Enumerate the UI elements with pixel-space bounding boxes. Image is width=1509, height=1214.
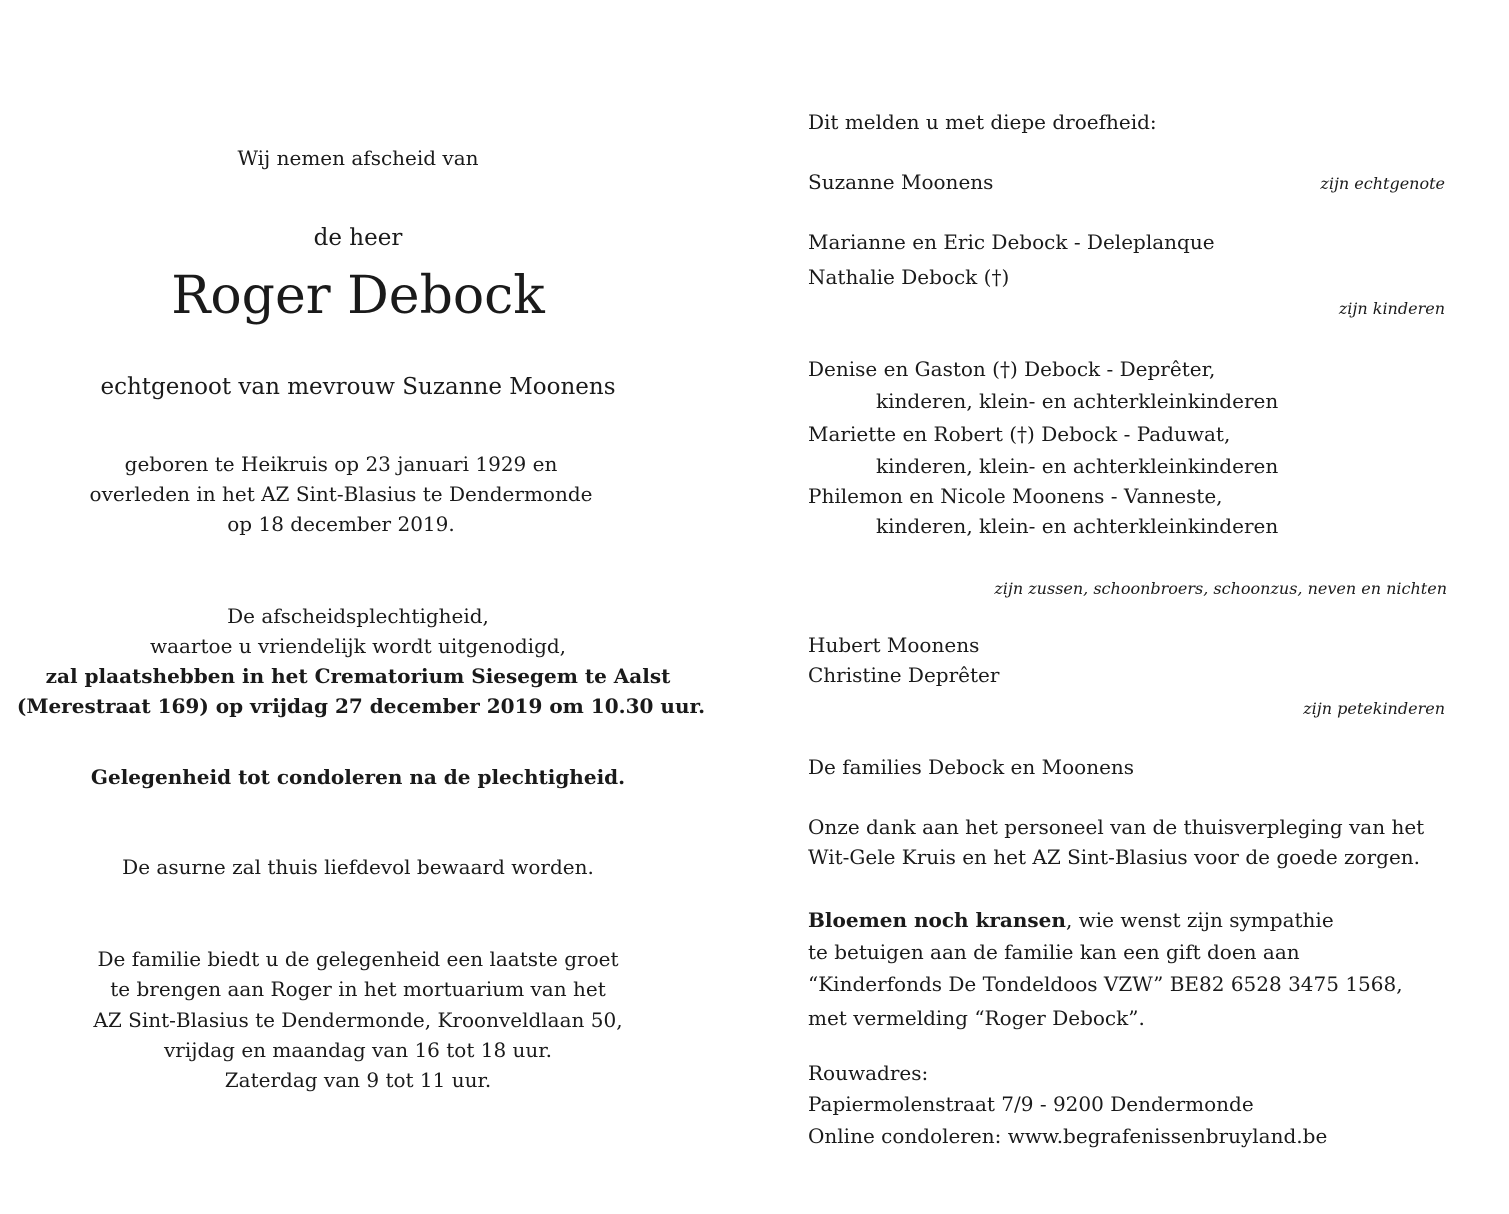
mortuary-line: Zaterdag van 9 tot 11 uur.: [224, 1068, 492, 1092]
mortuary-line: vrijdag en maandag van 16 tot 18 uur.: [163, 1038, 553, 1062]
flowers-rest: , wie wenst zijn sympathie: [1065, 908, 1334, 932]
donation-line: te betuigen aan de familie kan een gift doen aan: [808, 940, 1300, 964]
ceremony-datetime: (Merestraat 169) op vrijdag 27 december 2019 om 10.30 uur.: [16, 694, 706, 718]
sibling-descendants: kinderen, klein- en achterkleinkinderen: [876, 514, 1279, 538]
children-role: zijn kinderen: [1338, 299, 1445, 318]
urn-note: De asurne zal thuis liefdevol bewaard worden.: [122, 855, 594, 879]
sibling-name: Philemon en Nicole Moonens - Vanneste,: [808, 484, 1223, 508]
mortuary-line: De familie biedt u de gelegenheid een laatste groet: [97, 947, 619, 971]
spouse-line: echtgenoot van mevrouw Suzanne Moonens: [100, 374, 616, 400]
death-line: overleden in het AZ Sint-Blasius te Dendermonde: [89, 482, 593, 506]
ceremony-line: De afscheidsplechtigheid,: [227, 604, 489, 628]
families-line: De families Debock en Moonens: [808, 755, 1135, 779]
siblings-role: zijn zussen, schoonbroers, schoonzus, neven en nichten: [994, 579, 1447, 598]
online-condolence: Online condoleren: www.begrafenissenbruyland.be: [808, 1124, 1328, 1148]
condolence-note: Gelegenheid tot condoleren na de plechtigheid.: [90, 765, 626, 789]
spouse-role: zijn echtgenote: [1320, 174, 1445, 193]
honorific: de heer: [313, 225, 403, 251]
child-name: Nathalie Debock (†): [808, 265, 1010, 289]
thanks-line: Wit-Gele Kruis en het AZ Sint-Blasius voor de goede zorgen.: [808, 845, 1421, 869]
death-date-line: op 18 december 2019.: [227, 512, 455, 536]
flowers-line: [808, 908, 1334, 932]
mortuary-line: AZ Sint-Blasius te Dendermonde, Kroonveldlaan 50,: [93, 1008, 623, 1032]
sibling-descendants: kinderen, klein- en achterkleinkinderen: [876, 454, 1279, 478]
donation-account: “Kinderfonds De Tondeldoos VZW” BE82 6528 3475 1568,: [808, 972, 1403, 996]
address-label: Rouwadres:: [808, 1061, 929, 1085]
child-name: Marianne en Eric Debock - Deleplanque: [808, 230, 1215, 254]
birth-line: geboren te Heikruis op 23 januari 1929 en: [124, 452, 558, 476]
godchild-name: Christine Deprêter: [808, 663, 1000, 687]
godchild-name: Hubert Moonens: [808, 633, 980, 657]
donation-mention: met vermelding “Roger Debock”.: [808, 1006, 1145, 1030]
flowers-bold: Bloemen noch kransen: [808, 908, 1066, 932]
sibling-name: Mariette en Robert (†) Debock - Paduwat,: [808, 422, 1231, 446]
sibling-name: Denise en Gaston (†) Debock - Deprêter,: [808, 357, 1216, 381]
godchildren-role: zijn petekinderen: [1303, 699, 1445, 718]
spouse-name: Suzanne Moonens: [808, 170, 994, 194]
intro-text: Wij nemen afscheid van: [237, 146, 479, 170]
address-street: Papiermolenstraat 7/9 - 9200 Dendermonde: [808, 1092, 1254, 1116]
ceremony-location: zal plaatshebben in het Crematorium Siesegem te Aalst: [45, 664, 671, 688]
announcement-intro: Dit melden u met diepe droefheid:: [808, 110, 1157, 134]
thanks-line: Onze dank aan het personeel van de thuisverpleging van het: [808, 815, 1425, 839]
ceremony-line: waartoe u vriendelijk wordt uitgenodigd,: [149, 634, 567, 658]
sibling-descendants: kinderen, klein- en achterkleinkinderen: [876, 389, 1279, 413]
mortuary-line: te brengen aan Roger in het mortuarium van het: [110, 977, 606, 1001]
deceased-name: Roger Debock: [171, 266, 545, 326]
